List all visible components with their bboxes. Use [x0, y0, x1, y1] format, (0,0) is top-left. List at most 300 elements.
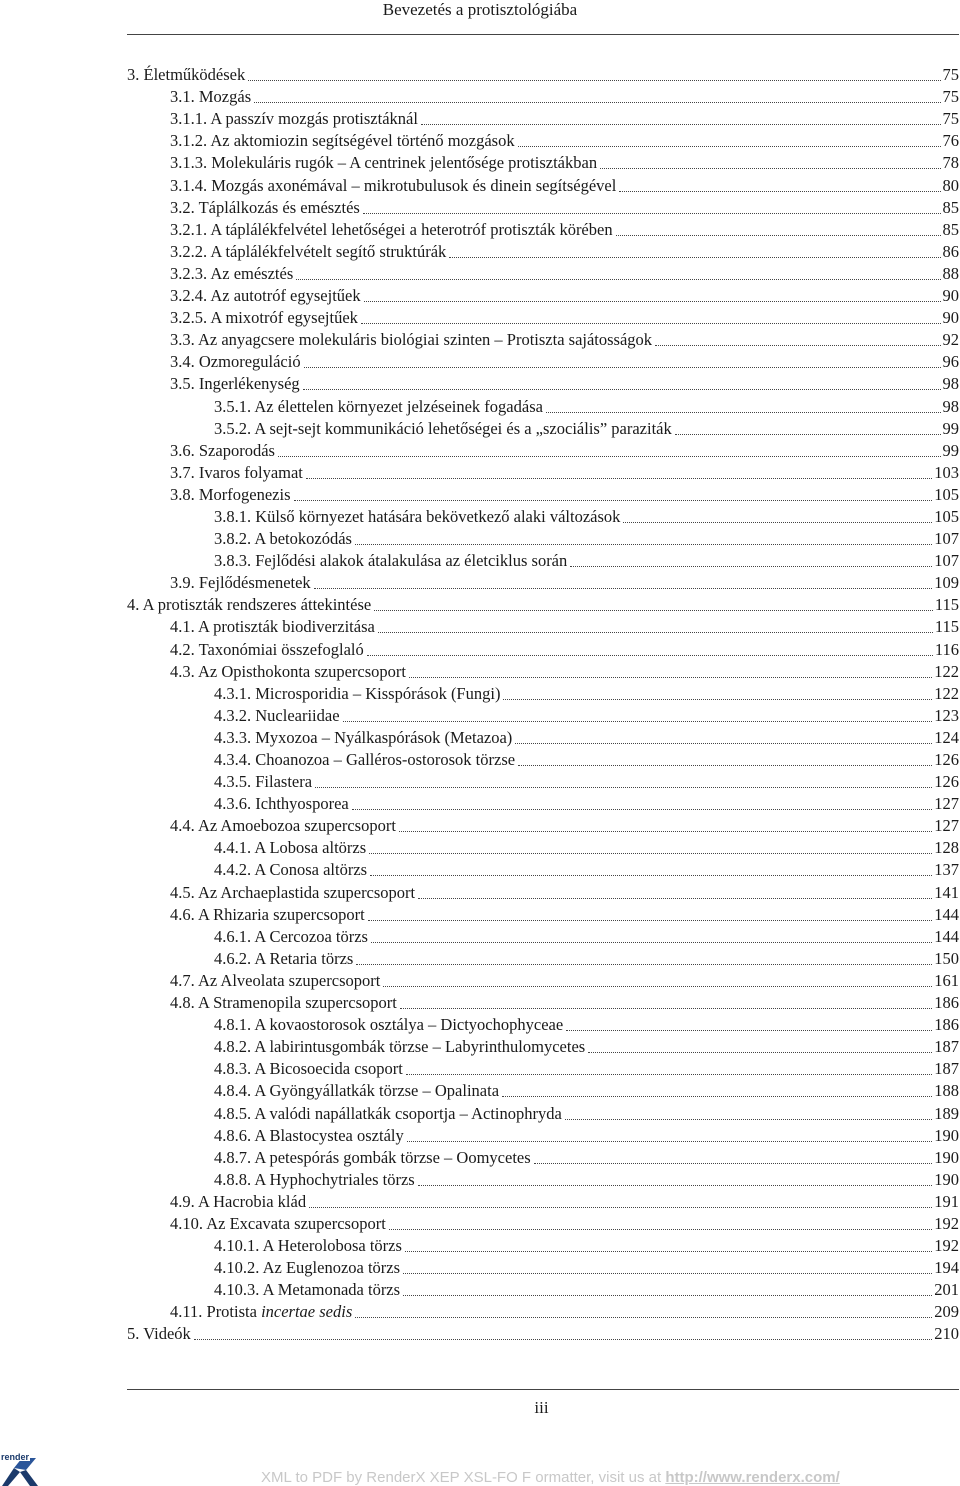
toc-entry[interactable] — [127, 85, 959, 107]
dot-leader — [515, 742, 932, 744]
toc-entry-label — [170, 617, 375, 637]
dot-leader — [309, 1206, 932, 1208]
toc-entry-label — [170, 662, 406, 682]
toc-entry-label — [214, 419, 672, 439]
toc-entry[interactable] — [127, 1101, 959, 1123]
toc-entry-title: 4.11. Protista — [170, 1302, 262, 1322]
toc-entry-label — [214, 949, 353, 969]
toc-entry-title: 4.7. Az Alveolata szupercsoport — [170, 970, 381, 990]
dot-leader — [407, 1140, 933, 1142]
dot-leader — [449, 256, 940, 258]
toc-entry-title: 3.6. Szaporodás — [170, 440, 275, 460]
toc-entry-page: 75 — [942, 65, 959, 85]
toc-entry[interactable] — [127, 615, 959, 637]
dot-leader — [369, 852, 932, 854]
toc-entry-title: 4.8.1. A kovaostorosok osztálya – Dictyochophyceae — [214, 1015, 564, 1035]
toc-entry[interactable] — [127, 726, 959, 748]
toc-entry-page: 194 — [934, 1258, 959, 1278]
toc-entry[interactable] — [127, 814, 959, 836]
toc-entry[interactable] — [127, 925, 959, 947]
dot-leader — [248, 79, 940, 81]
dot-leader — [655, 344, 940, 346]
toc-entry-title: 4.10.3. A Metamonada törzs — [214, 1280, 401, 1300]
toc-entry-page: 191 — [934, 1191, 959, 1211]
toc-entry-title: 4.5. Az Archaeplastida szupercsoport — [170, 882, 416, 902]
toc-entry-title: 4.8.2. A labirintusgombák törzse – Labyrinthulomycetes — [214, 1037, 586, 1057]
toc-entry-page: 105 — [934, 484, 959, 504]
toc-entry-label — [170, 374, 300, 394]
toc-entry-page: 88 — [942, 263, 959, 283]
dot-leader — [278, 455, 941, 457]
toc-entry[interactable] — [127, 417, 959, 439]
toc-entry[interactable] — [127, 284, 959, 306]
dot-leader — [374, 609, 933, 611]
toc-entry-label — [214, 529, 352, 549]
toc-entry-title: 4.6. A Rhizaria szupercsoport — [170, 904, 365, 924]
toc-entry-label — [214, 1148, 531, 1168]
toc-entry-page: 186 — [934, 993, 959, 1013]
toc-entry-label — [214, 551, 567, 571]
toc-entry-page: 99 — [942, 418, 959, 438]
dot-leader — [355, 543, 932, 545]
toc-entry-label — [170, 1192, 306, 1212]
toc-entry[interactable] — [127, 571, 959, 593]
toc-entry-page: 123 — [934, 705, 959, 725]
dot-leader — [194, 1338, 932, 1340]
toc-entry-label — [170, 993, 397, 1013]
dot-leader — [352, 808, 933, 810]
toc-entry-page: 115 — [934, 617, 959, 637]
running-header-title: Bevezetés a protisztológiába — [382, 0, 578, 19]
toc-entry-title: 3.2.3. Az emésztés — [170, 263, 294, 283]
toc-entry-page: 141 — [934, 882, 959, 902]
toc-entry-label — [170, 220, 613, 240]
toc-entry-page: 144 — [934, 926, 959, 946]
toc-entry[interactable] — [127, 991, 959, 1013]
toc-entry-page: 122 — [934, 661, 959, 681]
toc-entry[interactable] — [127, 969, 959, 991]
toc-entry-label — [170, 816, 396, 836]
toc-entry-label — [214, 750, 515, 770]
toc-entry-label — [214, 772, 312, 792]
dot-leader — [370, 874, 932, 876]
dot-leader — [294, 499, 933, 501]
toc-entry-page: 150 — [934, 948, 959, 968]
toc-entry-page: 76 — [942, 131, 959, 151]
toc-entry[interactable] — [127, 483, 959, 505]
toc-entry[interactable] — [127, 792, 959, 814]
dot-leader — [565, 1118, 932, 1120]
toc-entry[interactable] — [127, 880, 959, 902]
toc-entry-title: 4. A protiszták rendszeres áttekintése — [127, 595, 372, 615]
dot-leader — [400, 1007, 932, 1009]
toc-entry-page: 107 — [934, 529, 959, 549]
toc-entry-title: 4.10.1. A Heterolobosa törzs — [214, 1236, 402, 1256]
toc-entry-page: 92 — [942, 330, 959, 350]
toc-entry-label — [127, 595, 371, 615]
toc-entry[interactable] — [127, 748, 959, 770]
renderx-link[interactable]: http://www.renderx.com/ — [665, 1469, 840, 1486]
toc-entry[interactable] — [127, 527, 959, 549]
toc-entry[interactable] — [127, 218, 959, 240]
toc-entry[interactable] — [127, 593, 959, 615]
toc-entry-title: 4.10. Az Excavata szupercsoport — [170, 1213, 386, 1233]
toc-entry[interactable] — [127, 770, 959, 792]
dot-leader — [254, 101, 940, 103]
toc-entry-page: 86 — [942, 241, 959, 261]
dot-leader — [306, 477, 932, 479]
toc-entry[interactable] — [127, 262, 959, 284]
toc-entry-title: 4.4.2. A Conosa altörzs — [214, 860, 368, 880]
toc-entry[interactable] — [127, 1322, 959, 1344]
toc-entry-label — [170, 131, 515, 151]
toc-entry-title: 4.3. Az Opisthokonta szupercsoport — [170, 661, 407, 681]
dot-leader — [675, 433, 941, 435]
toc-entry-label — [170, 971, 380, 991]
toc-entry-page: 85 — [942, 197, 959, 217]
dot-leader — [378, 631, 933, 633]
toc-entry-label — [170, 883, 415, 903]
toc-entry-label — [214, 838, 366, 858]
toc-entry-page: 122 — [934, 683, 959, 703]
toc-entry-title: 3.5.1. Az élettelen környezet jelzéseinek fogadása — [214, 396, 543, 416]
dot-leader — [421, 123, 941, 125]
toc-entry-label — [170, 264, 293, 284]
toc-entry-title: 3.8. Morfogenezis — [170, 484, 291, 504]
toc-entry-title: 4.8.7. A petespórás gombák törzse – Oomycetes — [214, 1147, 531, 1167]
running-header — [0, 0, 960, 20]
toc-entry-page: 115 — [934, 595, 959, 615]
toc-entry-title: 3.1.1. A passzív mozgás protisztáknál — [170, 109, 418, 129]
toc-entry-label — [214, 728, 512, 748]
dot-leader — [363, 212, 941, 214]
toc-entry-title: 3.3. Az anyagcsere molekuláris biológiai szinten – Protiszta sajátosságok — [170, 330, 653, 350]
toc-entry-page: 192 — [934, 1213, 959, 1233]
dot-leader — [623, 521, 932, 523]
toc-entry[interactable] — [127, 704, 959, 726]
toc-entry-title: 3.2.2. A táplálékfelvételt segítő struktúrák — [170, 241, 447, 261]
toc-entry-title: 3.9. Fejlődésmenetek — [170, 573, 311, 593]
toc-entry[interactable] — [127, 1278, 959, 1300]
toc-entry[interactable] — [127, 947, 959, 969]
toc-entry-title: 4.8.5. A valódi napállatkák csoportja – Actinophryda — [214, 1103, 562, 1123]
toc-entry-label — [214, 860, 367, 880]
toc-entry-page: 187 — [934, 1059, 959, 1079]
toc-entry[interactable] — [127, 129, 959, 151]
toc-entry-label — [214, 706, 340, 726]
dot-leader — [588, 1051, 932, 1053]
toc-entry-label — [214, 794, 349, 814]
toc-entry-title: 4.8.8. A Hyphochytriales törzs — [214, 1169, 415, 1189]
dot-leader — [403, 1294, 932, 1296]
toc-entry-page: 188 — [934, 1081, 959, 1101]
toc-entry[interactable] — [127, 240, 959, 262]
dot-leader — [403, 1272, 932, 1274]
toc-entry-label — [170, 441, 275, 461]
toc-entry-page: 201 — [934, 1280, 959, 1300]
toc-entry-title: 4.10.2. Az Euglenozoa törzs — [214, 1258, 401, 1278]
toc-entry[interactable] — [127, 461, 959, 483]
toc-entry-label — [170, 330, 652, 350]
toc-entry-label — [170, 109, 418, 129]
toc-entry-title: 3.7. Ivaros folyamat — [170, 462, 303, 482]
toc-entry[interactable] — [127, 63, 959, 85]
toc-entry[interactable] — [127, 1013, 959, 1035]
toc-entry-title: 3.1.4. Mozgás axonémával – mikrotubulusok és dinein segítségével — [170, 175, 617, 195]
toc-entry-label — [170, 198, 360, 218]
toc-entry-title: 4.2. Taxonómiai összefoglaló — [170, 639, 364, 659]
toc-entry-title: 3.2.1. A táplálékfelvétel lehetőségei a heterotróf protiszták körében — [170, 219, 613, 239]
toc-entry-label — [214, 507, 620, 527]
toc-entry-label — [170, 286, 361, 306]
toc-entry[interactable] — [127, 1234, 959, 1256]
toc-entry-label — [214, 1236, 402, 1256]
dot-leader — [405, 1250, 932, 1252]
toc-entry-title: 4.6.1. A Cercozoa törzs — [214, 926, 368, 946]
toc-entry-label — [127, 65, 245, 85]
toc-entry[interactable] — [127, 637, 959, 659]
toc-entry[interactable] — [127, 1256, 959, 1278]
toc-entry-title: 4.6.2. A Retaria törzs — [214, 948, 354, 968]
dot-leader — [371, 941, 932, 943]
toc-entry-page: 126 — [934, 750, 959, 769]
toc-entry[interactable] — [127, 1079, 959, 1101]
toc-entry-page: 161 — [934, 970, 959, 990]
toc-entry-page: 126 — [934, 772, 959, 792]
toc-entry-title: 4.8.3. A Bicosoecida csoport — [214, 1059, 403, 1079]
dot-leader — [356, 963, 932, 965]
toc-entry-label — [170, 1214, 386, 1234]
toc-entry-label — [214, 1170, 415, 1190]
toc-entry-page: 209 — [934, 1302, 959, 1322]
toc-entry[interactable] — [127, 505, 959, 527]
toc-entry-label — [214, 1037, 585, 1057]
toc-entry-title: 3.5.2. A sejt-sejt kommunikáció lehetőségei és a „szociális” paraziták — [214, 418, 672, 438]
dot-leader — [355, 1316, 932, 1318]
toc-entry-title: 3. Életműködések — [127, 65, 246, 85]
toc-entry-page: 137 — [934, 860, 959, 880]
dot-leader — [368, 919, 933, 921]
toc-entry-label — [170, 463, 303, 483]
toc-entry[interactable] — [127, 903, 959, 925]
dot-leader — [361, 322, 941, 324]
dot-leader — [399, 830, 932, 832]
toc-entry-page: 192 — [934, 1236, 959, 1256]
toc-entry-page: 116 — [934, 639, 959, 659]
toc-entry-page: 190 — [934, 1125, 959, 1145]
dot-leader — [296, 278, 940, 280]
toc-entry[interactable] — [127, 1146, 959, 1168]
toc-entry-label — [214, 927, 368, 947]
toc-entry-label — [214, 397, 543, 417]
toc-entry-label — [170, 176, 616, 196]
toc-entry-label — [127, 1324, 191, 1344]
dot-leader — [367, 654, 933, 656]
toc-entry-title: 3.2.4. Az autotróf egysejtűek — [170, 286, 361, 306]
toc-entry[interactable] — [127, 350, 959, 372]
toc-entry[interactable] — [127, 682, 959, 704]
toc-entry-page: 99 — [942, 440, 959, 460]
toc-entry[interactable] — [127, 196, 959, 218]
toc-entry-page: 144 — [934, 904, 959, 924]
toc-entry-title: 4.3.1. Microsporidia – Kisspórások (Fungi) — [214, 683, 501, 703]
toc-entry[interactable] — [127, 1168, 959, 1190]
toc-entry-title: 3.4. Ozmoreguláció — [170, 352, 301, 372]
dot-leader — [570, 565, 932, 567]
toc-entry-title: 3.1.2. Az aktomiozin segítségével történő mozgások — [170, 131, 515, 151]
toc-entry[interactable] — [127, 107, 959, 129]
toc-entry-page: 80 — [942, 175, 959, 195]
toc-entry[interactable] — [127, 328, 959, 350]
toc-entry-label — [170, 573, 311, 593]
toc-entry-page: 75 — [942, 109, 959, 129]
toc-entry-page: 190 — [934, 1147, 959, 1167]
renderx-note — [261, 1469, 840, 1486]
toc-entry-label — [170, 905, 365, 925]
toc-entry-title: 3.2.5. A mixotróf egysejtűek — [170, 308, 358, 328]
toc-entry-title: 3.1.3. Molekuláris rugók – A centrinek jelentősége protisztákban — [170, 153, 598, 173]
toc-entry[interactable] — [127, 173, 959, 195]
toc-entry-page: 96 — [942, 352, 959, 372]
toc-entry-label — [214, 1081, 499, 1101]
dot-leader — [343, 720, 933, 722]
dot-leader — [389, 1228, 932, 1230]
toc-entry[interactable] — [127, 1124, 959, 1146]
toc-entry-page: 189 — [934, 1103, 959, 1123]
toc-entry-title: 4.3.4. Choanozoa – Galléros-ostorosok törzse — [214, 750, 516, 769]
toc-entry[interactable] — [127, 549, 959, 571]
page-number: iii — [534, 1398, 549, 1417]
toc-entry-page: 103 — [934, 462, 959, 482]
toc-entry[interactable] — [127, 1300, 959, 1322]
toc-entry-page: 105 — [934, 506, 959, 526]
dot-leader — [314, 587, 933, 589]
toc-entry-page: 186 — [934, 1015, 959, 1035]
dot-leader — [616, 234, 941, 236]
toc-entry-title: 3.8.1. Külső környezet hatására bekövetkező alaki változások — [214, 506, 621, 526]
toc-entry-page: 190 — [934, 1169, 959, 1189]
toc-entry-title: 3.2. Táplálkozás és emésztés — [170, 197, 360, 217]
toc-entry-page: 98 — [942, 396, 959, 416]
dot-leader — [619, 190, 940, 192]
toc-entry-title: 4.4.1. A Lobosa altörzs — [214, 838, 367, 858]
dot-leader — [303, 388, 941, 390]
toc-entry[interactable] — [127, 858, 959, 880]
toc-entry-label — [214, 684, 500, 704]
dot-leader — [534, 1162, 933, 1164]
toc-entry-title: 4.8.6. A Blastocystea osztály — [214, 1125, 404, 1145]
toc-entry[interactable] — [127, 1035, 959, 1057]
toc-entry-title: 3.1. Mozgás — [170, 87, 252, 107]
toc-entry-label — [170, 242, 446, 262]
toc-entry-label — [214, 1015, 563, 1035]
toc-entry-title: 4.4. Az Amoebozoa szupercsoport — [170, 816, 396, 836]
toc-entry-label — [214, 1104, 562, 1124]
renderx-logo-icon — [0, 1450, 40, 1486]
toc-entry-page: 187 — [934, 1037, 959, 1057]
toc-entry-title: 3.5. Ingerlékenység — [170, 374, 300, 394]
toc-entry[interactable] — [127, 306, 959, 328]
toc-entry[interactable] — [127, 1057, 959, 1079]
toc-entry-title: 4.1. A protiszták biodiverzitása — [170, 617, 375, 637]
dot-leader — [546, 411, 941, 413]
dot-leader — [566, 1029, 932, 1031]
renderx-note-text: XML to PDF by RenderX XEP XSL-FO F ormatter, visit us at — [261, 1469, 662, 1486]
toc-entry-title: 5. Videók — [127, 1324, 191, 1344]
toc-entry-page: 109 — [934, 573, 959, 593]
toc-entry-page: 127 — [934, 816, 959, 836]
toc-entry-title-italic: incertae sedis — [261, 1302, 353, 1322]
dot-leader — [502, 1095, 932, 1097]
dot-leader — [409, 676, 932, 678]
toc-entry-page: 210 — [934, 1324, 959, 1344]
toc-entry-page: 127 — [934, 794, 959, 814]
toc-entry[interactable] — [127, 372, 959, 394]
toc-entry[interactable] — [127, 439, 959, 461]
toc-entry-title: 3.8.3. Fejlődési alakok átalakulása az életciklus során — [214, 551, 568, 571]
toc-entry-page: 85 — [942, 219, 959, 239]
renderx-logo-text: render — [1, 1452, 30, 1462]
toc-entry-page: 98 — [942, 374, 959, 394]
toc-entry[interactable] — [127, 836, 959, 858]
toc-entry-label — [214, 1258, 400, 1278]
toc-entry-page: 90 — [942, 308, 959, 328]
dot-leader — [600, 167, 940, 169]
toc-entry-label — [170, 352, 301, 372]
toc-entry-title: 4.3.6. Ichthyosporea — [214, 794, 349, 814]
toc-entry-title: 3.8.2. A betokozódás — [214, 529, 352, 549]
toc-entry-label — [170, 87, 251, 107]
toc-entry[interactable] — [127, 1212, 959, 1234]
toc-entry-title: 4.3.2. Nucleariidae — [214, 705, 340, 725]
toc-entry-page: 78 — [942, 153, 959, 173]
dot-leader — [364, 300, 941, 302]
dot-leader — [315, 786, 932, 788]
dot-leader — [418, 897, 932, 899]
toc-entry-page: 90 — [942, 286, 959, 306]
dot-leader — [503, 698, 932, 700]
dot-leader — [518, 764, 932, 766]
dot-leader — [406, 1073, 932, 1075]
toc-entry-page: 124 — [934, 727, 959, 747]
toc-entry-label — [170, 485, 291, 505]
toc-entry-page: 75 — [942, 87, 959, 107]
footer-divider — [127, 1389, 959, 1390]
dot-leader — [383, 985, 932, 987]
dot-leader — [418, 1184, 933, 1186]
dot-leader — [304, 366, 941, 368]
toc-entry-label — [170, 153, 597, 173]
toc-entry-label — [170, 308, 358, 328]
toc-entry-page: 107 — [934, 551, 959, 571]
toc-entry[interactable] — [127, 1190, 959, 1212]
toc-entry-label — [214, 1280, 400, 1300]
toc-entry-title: 4.3.5. Filastera — [214, 772, 313, 792]
toc-entry-label — [214, 1059, 403, 1079]
toc-entry-page: 128 — [934, 838, 959, 858]
toc-entry-title: 4.3.3. Myxozoa – Nyálkaspórások (Metazoa) — [214, 727, 513, 747]
toc-entry-title: 4.8. A Stramenopila szupercsoport — [170, 993, 397, 1013]
toc-entry-title: 4.9. A Hacrobia klád — [170, 1191, 307, 1211]
header-divider — [127, 34, 959, 35]
toc-entry[interactable] — [127, 660, 959, 682]
toc-entry[interactable] — [127, 151, 959, 173]
toc-entry-title: 4.8.4. A Gyöngyállatkák törzse – Opalinata — [214, 1081, 500, 1101]
dot-leader — [518, 145, 941, 147]
toc-entry-label — [170, 640, 364, 660]
toc-entry-label — [214, 1126, 404, 1146]
toc-entry[interactable] — [127, 394, 959, 416]
